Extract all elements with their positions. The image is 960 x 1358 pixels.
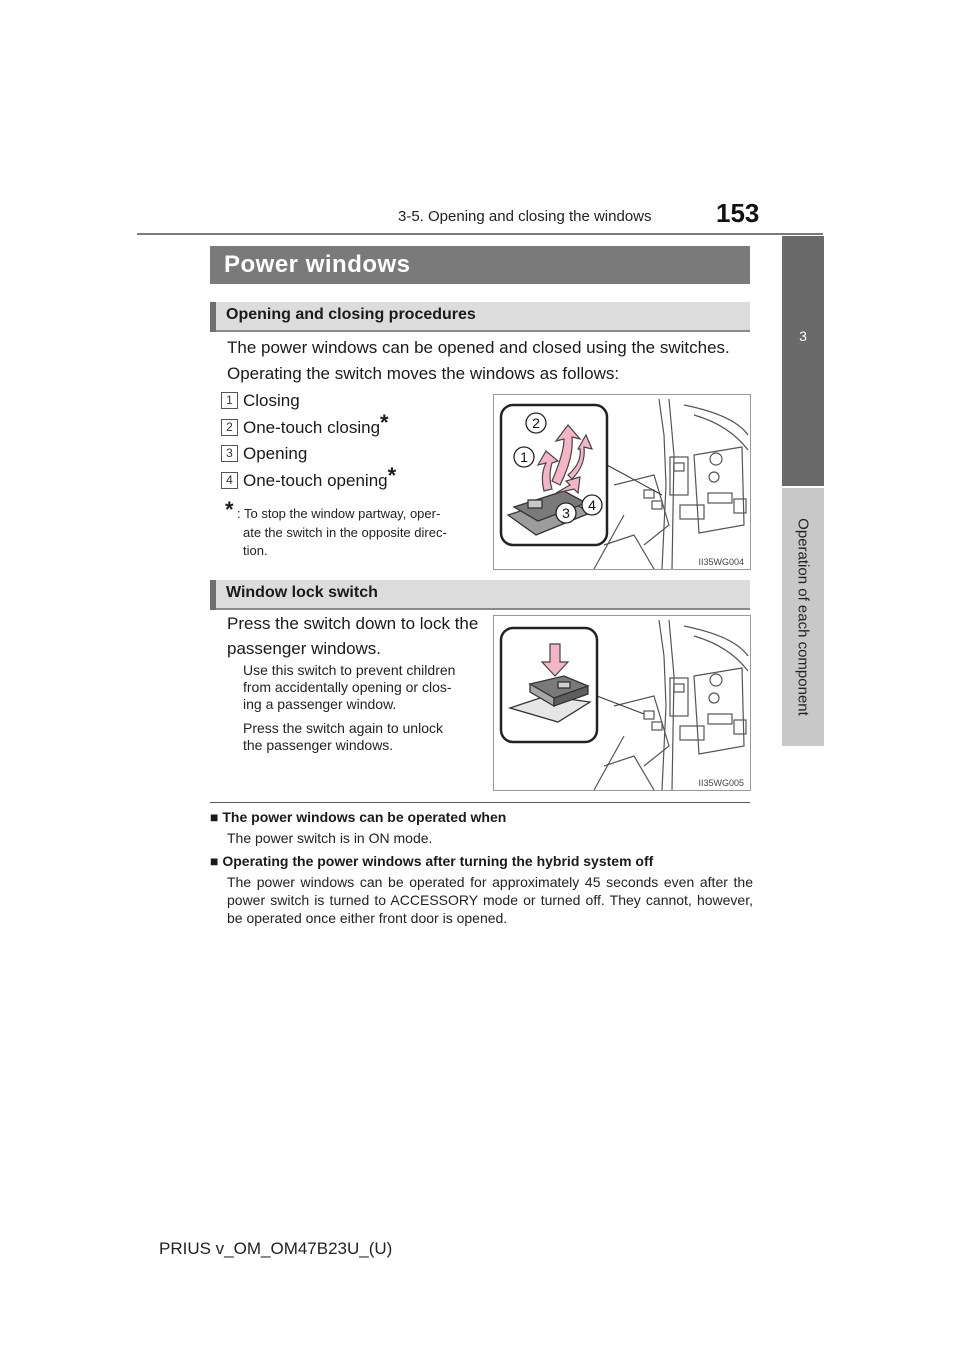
- header-divider: [137, 233, 823, 235]
- callout-1: 1: [520, 449, 528, 465]
- chapter-title: Operation of each component: [794, 518, 812, 716]
- section-lead: Operating the switch moves the windows as follows:: [227, 364, 620, 383]
- window-switch-drawing: [494, 395, 750, 569]
- chapter-title-tab[interactable]: [782, 488, 824, 746]
- note-heading-text: The power windows can be operated when: [222, 809, 507, 825]
- item-number-badge: 3: [221, 445, 238, 462]
- window-lock-note: Use this switch to prevent children: [243, 662, 456, 678]
- callout-4: 4: [588, 497, 596, 513]
- window-lock-note: Press the switch again to unlock: [243, 720, 443, 736]
- page-title: Power windows: [224, 251, 411, 278]
- callout-3: 3: [562, 505, 570, 521]
- section-breadcrumb: 3-5. Opening and closing the windows: [398, 208, 652, 225]
- item-label: Opening: [243, 444, 308, 463]
- list-item: [243, 410, 389, 438]
- section-heading-procedures: [210, 302, 750, 332]
- item-label: One-touch closing: [243, 418, 381, 437]
- note-heading-text: Operating the power windows after turning the hybrid system off: [222, 853, 654, 869]
- page-number: 153: [716, 198, 760, 228]
- chapter-tab[interactable]: [782, 236, 824, 486]
- section-heading-text: Opening and closing procedures: [226, 306, 476, 323]
- figure-code: II35WG004: [698, 557, 744, 567]
- figure-code: II35WG005: [698, 778, 744, 788]
- item-label: One-touch opening: [243, 471, 388, 490]
- note-body: The power switch is in ON mode.: [227, 830, 433, 846]
- item-label: Closing: [243, 391, 300, 410]
- footnote-star: *: [387, 463, 397, 488]
- chapter-number: 3: [799, 328, 807, 344]
- footnote-star: *: [380, 410, 389, 435]
- window-lock-text: passenger windows.: [227, 639, 382, 658]
- list-item: [243, 391, 300, 411]
- note-bullet: ■: [210, 809, 219, 825]
- note-heading: [210, 809, 506, 825]
- window-lock-drawing: [494, 616, 750, 790]
- note-bullet: ■: [210, 853, 219, 869]
- footnote-line: ate the switch in the opposite direc-: [243, 525, 447, 540]
- section-heading-text: Window lock switch: [226, 584, 378, 601]
- notes-divider: [210, 802, 750, 803]
- page-title-bar: [210, 246, 750, 284]
- list-item: [243, 463, 397, 491]
- footnote-line: : To stop the window partway, oper-: [237, 506, 441, 521]
- window-lock-note: from accidentally opening or clos-: [243, 679, 452, 695]
- note-heading: [210, 853, 653, 869]
- window-switch-illustration: [493, 394, 751, 570]
- section-intro: The power windows can be opened and closed using the switches.: [227, 338, 730, 357]
- item-number-badge: 4: [221, 472, 238, 489]
- window-lock-note: the passenger windows.: [243, 737, 394, 753]
- note-body: The power windows can be operated for approximately 45 seconds even after the power switch is turned to ACCESSORY mode or turned off. They cannot, however, be operated once either front door is opened.: [227, 874, 753, 926]
- footnote-line: tion.: [243, 543, 268, 558]
- manual-id: PRIUS v_OM_OM47B23U_(U): [159, 1239, 393, 1258]
- window-lock-illustration: [493, 615, 751, 791]
- section-heading-window-lock: [210, 580, 750, 610]
- footnote-mark: *: [225, 497, 234, 522]
- item-number-badge: 1: [221, 392, 238, 409]
- item-number-badge: 2: [221, 419, 238, 436]
- callout-2: 2: [532, 415, 540, 431]
- list-item: [243, 444, 307, 464]
- window-lock-note: ing a passenger window.: [243, 696, 397, 712]
- window-lock-text: Press the switch down to lock the: [227, 614, 479, 633]
